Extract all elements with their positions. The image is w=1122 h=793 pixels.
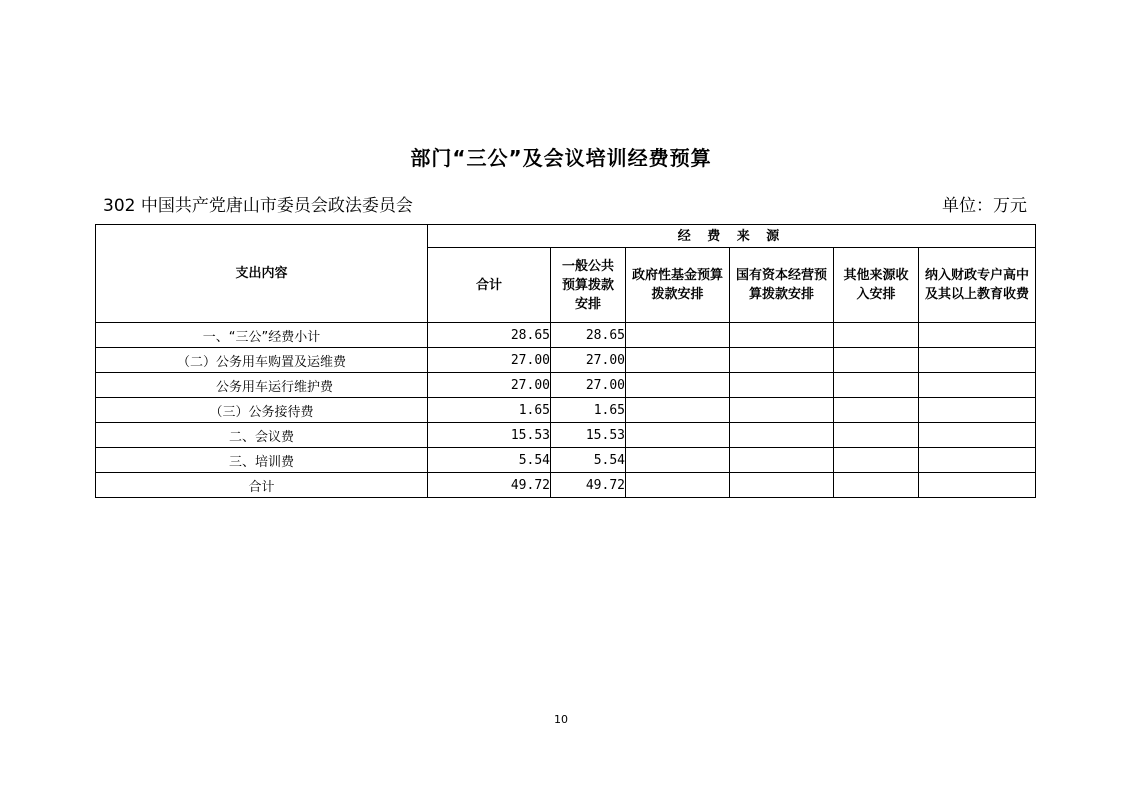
col-header-state-capital: 国有资本经营预算拨款安排 xyxy=(730,248,834,323)
cell-fund xyxy=(626,348,730,373)
cell-total: 49.72 xyxy=(428,473,551,498)
table-row xyxy=(96,423,1036,448)
cell-general: 15.53 xyxy=(551,423,626,448)
cell-state-capital xyxy=(730,423,834,448)
row-item: 合计 xyxy=(96,473,428,498)
budget-table xyxy=(95,224,1036,498)
table-row xyxy=(96,398,1036,423)
cell-fund xyxy=(626,373,730,398)
row-item: 公务用车运行维护费 xyxy=(96,373,428,398)
row-item: （三）公务接待费 xyxy=(96,398,428,423)
cell-other xyxy=(834,348,919,373)
cell-total: 1.65 xyxy=(428,398,551,423)
cell-general: 28.65 xyxy=(551,323,626,348)
cell-state-capital xyxy=(730,473,834,498)
table-row xyxy=(96,448,1036,473)
cell-fund xyxy=(626,398,730,423)
cell-other xyxy=(834,373,919,398)
table-row xyxy=(96,348,1036,373)
cell-state-capital xyxy=(730,323,834,348)
table-row xyxy=(96,373,1036,398)
cell-education xyxy=(919,448,1036,473)
cell-general: 1.65 xyxy=(551,398,626,423)
table-row-total xyxy=(96,473,1036,498)
col-header-total: 合计 xyxy=(428,248,551,323)
cell-total: 27.00 xyxy=(428,373,551,398)
row-item: （二）公务用车购置及运维费 xyxy=(96,348,428,373)
cell-education xyxy=(919,323,1036,348)
department-name: 302 中国共产党唐山市委员会政法委员会 xyxy=(103,196,413,216)
header-source: 经 费 来 源 xyxy=(428,225,1036,248)
header-row-source xyxy=(96,225,1036,248)
cell-other xyxy=(834,448,919,473)
cell-fund xyxy=(626,473,730,498)
row-item: 三、培训费 xyxy=(96,448,428,473)
cell-fund xyxy=(626,448,730,473)
row-item: 二、会议费 xyxy=(96,423,428,448)
col-header-fund: 政府性基金预算拨款安排 xyxy=(626,248,730,323)
col-header-education: 纳入财政专户高中及其以上教育收费 xyxy=(919,248,1036,323)
cell-general: 27.00 xyxy=(551,373,626,398)
cell-total: 27.00 xyxy=(428,348,551,373)
cell-education xyxy=(919,473,1036,498)
header-item: 支出内容 xyxy=(96,225,428,323)
cell-other xyxy=(834,398,919,423)
page-title: 部门“三公”及会议培训经费预算 xyxy=(410,146,712,170)
cell-general: 5.54 xyxy=(551,448,626,473)
cell-general: 27.00 xyxy=(551,348,626,373)
cell-total: 15.53 xyxy=(428,423,551,448)
col-header-general: 一般公共预算拨款安排 xyxy=(551,248,626,323)
cell-other xyxy=(834,423,919,448)
cell-state-capital xyxy=(730,448,834,473)
cell-education xyxy=(919,398,1036,423)
row-item: 一、“三公”经费小计 xyxy=(96,323,428,348)
cell-fund xyxy=(626,423,730,448)
col-header-other: 其他来源收入安排 xyxy=(834,248,919,323)
cell-education xyxy=(919,373,1036,398)
cell-education xyxy=(919,348,1036,373)
cell-other xyxy=(834,323,919,348)
table-row xyxy=(96,323,1036,348)
cell-state-capital xyxy=(730,398,834,423)
unit-label: 单位：万元 xyxy=(942,196,1027,216)
cell-total: 5.54 xyxy=(428,448,551,473)
cell-fund xyxy=(626,323,730,348)
cell-general: 49.72 xyxy=(551,473,626,498)
cell-education xyxy=(919,423,1036,448)
page-number: 10 xyxy=(554,713,568,726)
cell-other xyxy=(834,473,919,498)
cell-state-capital xyxy=(730,348,834,373)
cell-total: 28.65 xyxy=(428,323,551,348)
cell-state-capital xyxy=(730,373,834,398)
